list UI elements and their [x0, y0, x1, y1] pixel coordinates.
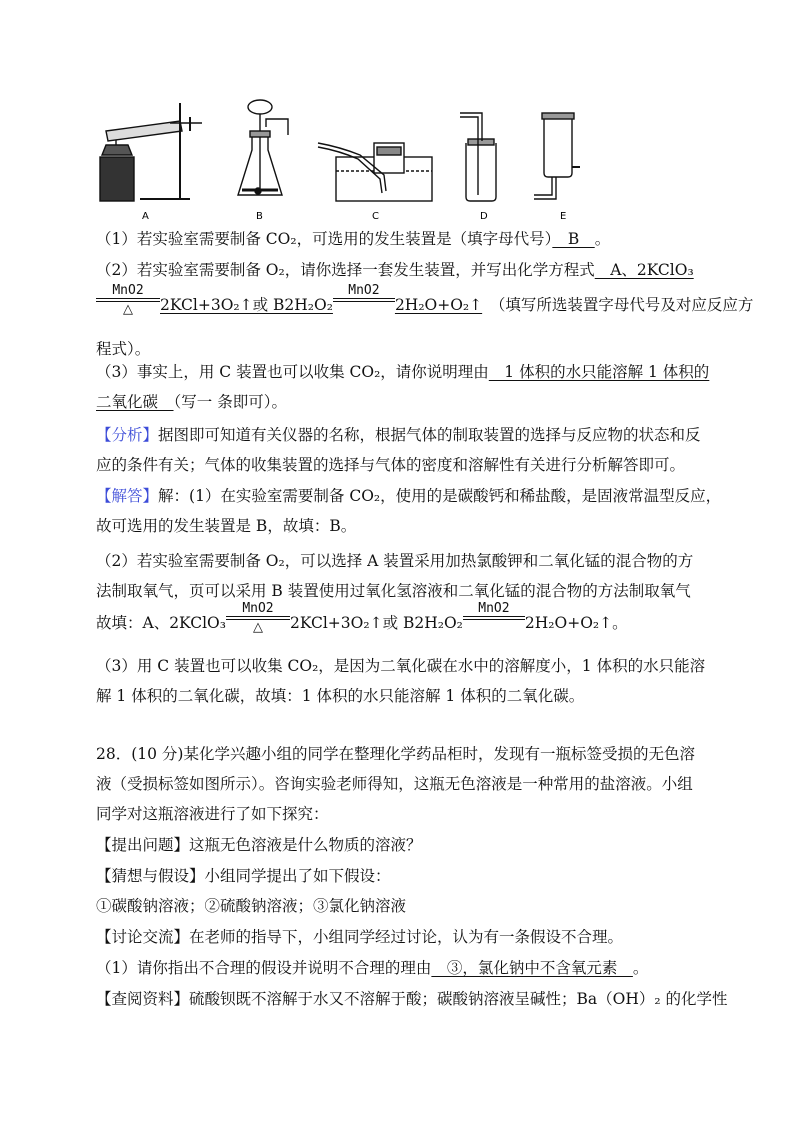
question-1-text: （1）若实验室需要制备 CO₂，可选用的发生装置是（填字母代号） [96, 230, 553, 248]
question-2-tail: （填写所选装置字母代号及对应反应方 [497, 296, 754, 314]
analysis-tag: 【分析】 [96, 426, 159, 444]
answer-heat-symbol: △ [252, 620, 263, 635]
answer-tag: 【解答】 [96, 487, 159, 505]
question-2-answer-products-2: 2H₂O+O₂↑ [394, 296, 483, 314]
q28-question-1-answer: ③，氯化钠中不含氧元素 [431, 959, 633, 977]
answer-text-1: 解：(1）在实验室需要制备 CO₂，使用的是碳酸钙和稀盐酸，是固液常温型反应， [158, 487, 722, 505]
q28-discuss: 【讨论交流】在老师的指导下，小组同学经过讨论，认为有一条假设不合理。 [96, 928, 624, 946]
apparatus-e [534, 113, 580, 199]
label-c: C [372, 211, 379, 222]
label-a: A [142, 211, 149, 222]
question-2-line-2 [96, 283, 754, 317]
question-3-line-1 [96, 361, 716, 383]
question-2-answer-products-1: 2KCl+3O₂↑或 B2H₂O₂ [160, 296, 333, 314]
q28-line-3: 同学对这瓶溶液进行了如下探究： [96, 805, 329, 823]
question-2-answer-start: A、2KClO₃ [594, 261, 694, 279]
catalyst-label: MnO2 [112, 283, 144, 298]
q28-line-1: 28．(10 分)某化学兴趣小组的同学在整理化学药品柜时，发现有一瓶标签受损的无色溶 [96, 745, 695, 763]
answer-reaction-catalyst [463, 601, 525, 634]
answer-p2-products-1: 2KCl+3O₂↑或 B2H₂O₂ [289, 614, 463, 632]
answer-p2-line-1: （2）若实验室需要制备 O₂，可以选择 A 装置采用加热氯酸钾和二氧化锰的混合物的方 [96, 552, 694, 570]
answer-p2-line-3 [96, 601, 716, 635]
q28-info: 【查阅资料】硫酸钡既不溶解于水又不溶解于酸；碳酸钠溶液呈碱性；Ba（OH）₂ 的化学性 [96, 990, 728, 1008]
answer-p3-line-2: 解 1 体积的二氧化碳，故填：1 体积的水只能溶解 1 体积的二氧化碳。 [96, 687, 585, 705]
label-e: E [560, 211, 567, 222]
answer-line-2: 故可选用的发生装置是 B，故填：B。 [96, 517, 357, 535]
apparatus-a [100, 103, 202, 201]
question-3-line-2 [96, 391, 716, 413]
label-b: B [256, 211, 263, 222]
answer-catalyst-label: MnO2 [242, 601, 274, 616]
apparatus-figure [90, 95, 650, 225]
q28-options: ①碳酸钠溶液；②硫酸钠溶液；③氯化钠溶液 [96, 897, 407, 915]
heat-symbol: △ [123, 302, 133, 317]
answer-p3-line-1: （3）用 C 装置也可以收集 CO₂，是因为二氧化碳在水中的溶解度小，1 体积的水只能溶 [96, 657, 706, 675]
answer-line-1 [96, 485, 722, 507]
analysis-line-1 [96, 424, 716, 446]
question-1-end: 。 [594, 230, 611, 248]
apparatus-d [460, 113, 496, 201]
answer-p2-line-2: 法制取氧气，页可以采用 B 装置使用过氧化氢溶液和二氧化锰的混合物的方法制取氧气 [96, 582, 691, 600]
catalyst-label-2: MnO2 [348, 283, 380, 298]
question-1 [96, 228, 716, 250]
answer-catalyst-label-2: MnO2 [478, 601, 510, 616]
apparatus-c [318, 143, 432, 201]
reaction-condition-catalyst [333, 283, 395, 316]
question-2-line-1 [96, 259, 716, 281]
apparatus-b [238, 100, 288, 195]
question-3-text: （3）事实上，用 C 装置也可以收集 CO₂，请你说明理由 [96, 363, 489, 381]
answer-p2-start: 故填：A、2KClO₃ [96, 614, 226, 632]
q28-question-1-text: （1）请你指出不合理的假设并说明不合理的理由 [96, 959, 432, 977]
answer-p2-products-2: 2H₂O+O₂↑。 [524, 614, 628, 632]
analysis-text-1: 据图即可知道有关仪器的名称，根据气体的制取装置的选择与反应物的状态和反 [158, 426, 701, 444]
question-3-answer-cont: 二氧化碳 [96, 393, 174, 411]
analysis-line-2: 应的条件有关；气体的收集装置的选择与气体的密度和溶解性有关进行分析解答即可。 [96, 456, 686, 474]
question-2-line-3: 程式）。 [96, 340, 151, 358]
q28-ask: 【提出问题】这瓶无色溶液是什么物质的溶液？ [96, 836, 422, 854]
q28-question-1-end: 。 [632, 959, 649, 977]
question-2-text: （2）若实验室需要制备 O₂，请你选择一套发生装置，并写出化学方程式 [96, 261, 595, 279]
q28-guess: 【猜想与假设】小组同学提出了如下假设： [96, 867, 391, 885]
answer-reaction-heat [226, 601, 290, 635]
q28-line-2: 液（受损标签如图所示）。咨询实验老师得知，这瓶无色溶液是一种常用的盐溶液。小组 [96, 775, 693, 793]
question-3-tail: （写一 条即可）。 [173, 393, 287, 411]
label-d: D [480, 211, 488, 222]
reaction-condition-heat [96, 283, 160, 317]
question-1-answer: B [552, 230, 595, 248]
question-3-answer: 1 体积的水只能溶解 1 体积的 [488, 363, 710, 381]
q28-question-1 [96, 957, 716, 979]
